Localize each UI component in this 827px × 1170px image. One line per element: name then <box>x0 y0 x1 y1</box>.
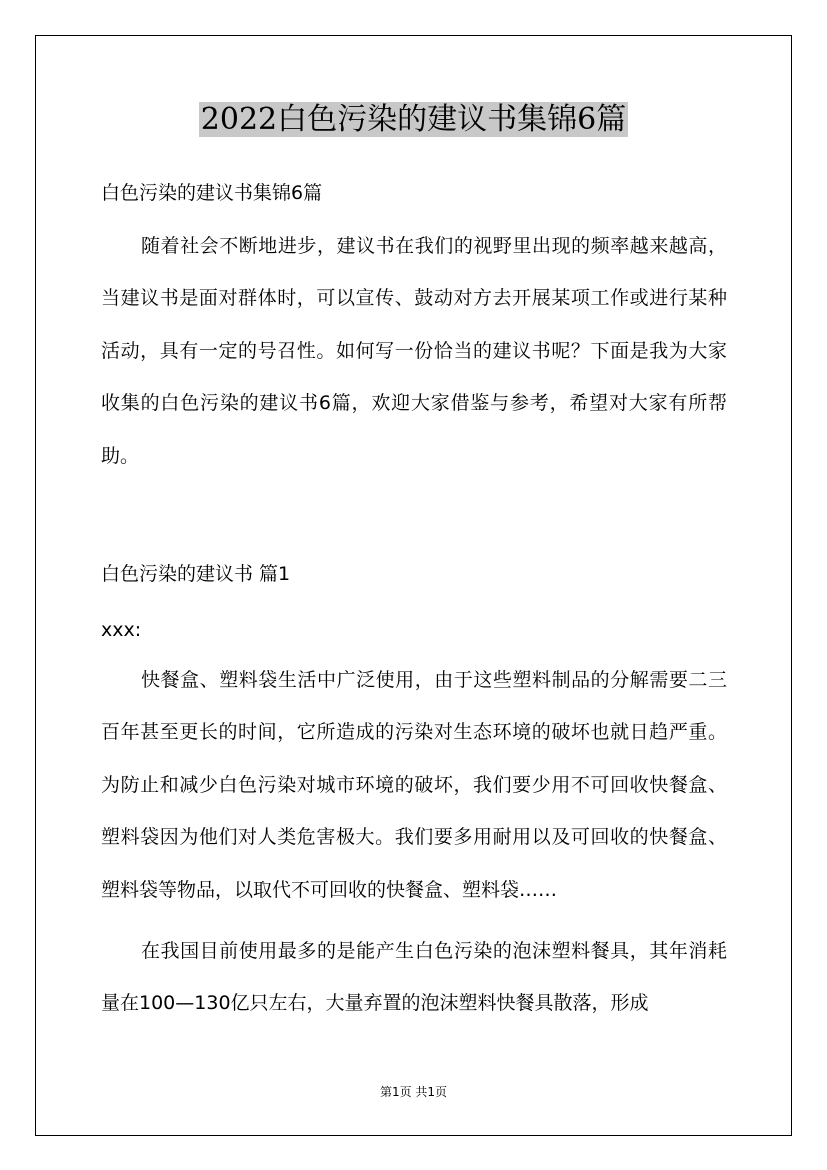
document-subtitle: 白色污染的建议书集锦6篇 <box>101 182 323 204</box>
body-paragraph-1: 快餐盒、塑料袋生活中广泛使用，由于这些塑料制品的分解需要二三百年甚至更长的时间，它所造成的污染对生态环境的破坏也就日趋严重。为防止和减少白色污染对城市环境的破坏，我们要少用不可回收快餐盒、塑料袋因为他们对人类危害极大。我们要多用耐用以及可回收的快餐盒、塑料袋等物品，以取代不可回收的快餐盒、塑料袋…… <box>101 669 727 901</box>
page-footer: 第1页 共1页 <box>379 1085 448 1099</box>
document-title: 2022白色污染的建议书集锦6篇 <box>200 102 627 137</box>
section-heading: 白色污染的建议书 篇1 <box>101 563 291 585</box>
salutation: xxx: <box>101 619 142 641</box>
intro-paragraph: 随着社会不断地进步，建议书在我们的视野里出现的频率越来越高，当建议书是面对群体时，可以宣传、鼓动对方去开展某项工作或进行某种活动，具有一定的号召性。如何写一份恰当的建议书呢？下面是我为大家收集的白色污染的建议书6篇，欢迎大家借鉴与参考，希望对大家有所帮助。 <box>101 235 727 467</box>
body-paragraph-2: 在我国目前使用最多的是能产生白色污染的泡沫塑料餐具，其年消耗量在100—130亿只左右，大量弃置的泡沫塑料快餐具散落，形成 <box>101 940 727 1015</box>
